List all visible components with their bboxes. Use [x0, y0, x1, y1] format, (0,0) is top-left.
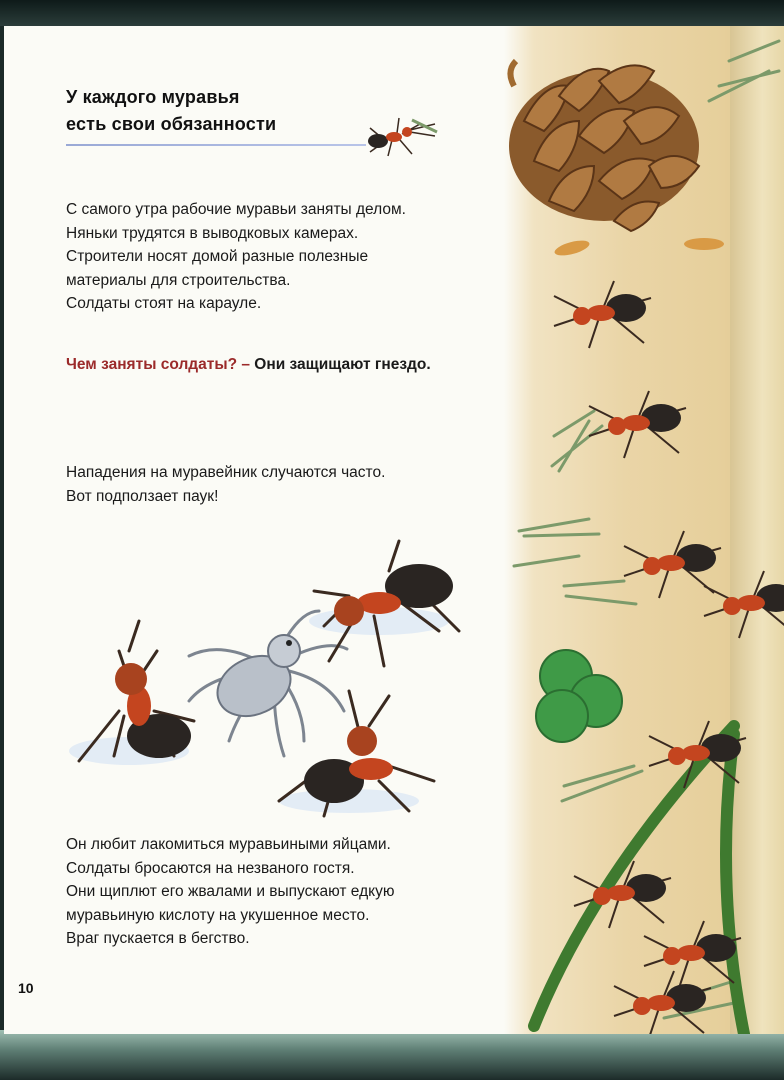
text-line: Враг пускается в бегство. [66, 930, 250, 947]
question-answer [66, 353, 466, 377]
text-line: Солдаты стоят на карауле. [66, 295, 262, 312]
pine-cone-illustration [509, 61, 699, 231]
spider-attack-illustration [59, 531, 479, 821]
ant-illustration [554, 281, 651, 348]
defense-paragraph [66, 833, 394, 951]
text-line: Они щиплют его жвалами и выпускают едкую [66, 883, 395, 900]
soldier-ant-top [314, 541, 459, 666]
text-line: Солдаты бросаются на незваного гостя. [66, 859, 355, 877]
book-cover-edge [0, 1030, 784, 1080]
spider-illustration [189, 611, 347, 756]
forest-floor-drawing [504, 26, 784, 1034]
attack-paragraph [66, 461, 385, 508]
title-underline [66, 144, 366, 146]
intro-paragraph [66, 198, 406, 316]
text-line: С самого утра рабочие муравьи заняты делом. [66, 201, 406, 218]
text-line: Няньки трудятся в выводковых камерах. [66, 224, 359, 242]
page-number: 10 [18, 980, 34, 996]
question-text: Чем заняты солдаты? – [66, 356, 250, 373]
book-page [4, 26, 784, 1034]
text-line: Строители носят домой разные полезные [66, 248, 369, 265]
answer-text: Они защищают гнездо. [254, 356, 431, 373]
text-line: материалы для строительства. [66, 271, 291, 289]
scan-border-top [0, 0, 784, 26]
page-title [66, 84, 276, 138]
title-line: есть свои обязанности [66, 114, 277, 134]
clover-leaf-illustration [536, 650, 622, 742]
text-line: муравьиную кислоту на укушенное место. [66, 906, 370, 924]
text-line: Нападения на муравейник случаются часто. [66, 464, 386, 481]
text-line: Он любит лакомиться муравьиными яйцами. [66, 836, 391, 853]
soldier-ant-left [79, 621, 194, 761]
text-line: Вот подползает паук! [66, 487, 219, 505]
title-line: У каждого муравья [66, 87, 240, 107]
ant-title-icon [352, 108, 442, 158]
